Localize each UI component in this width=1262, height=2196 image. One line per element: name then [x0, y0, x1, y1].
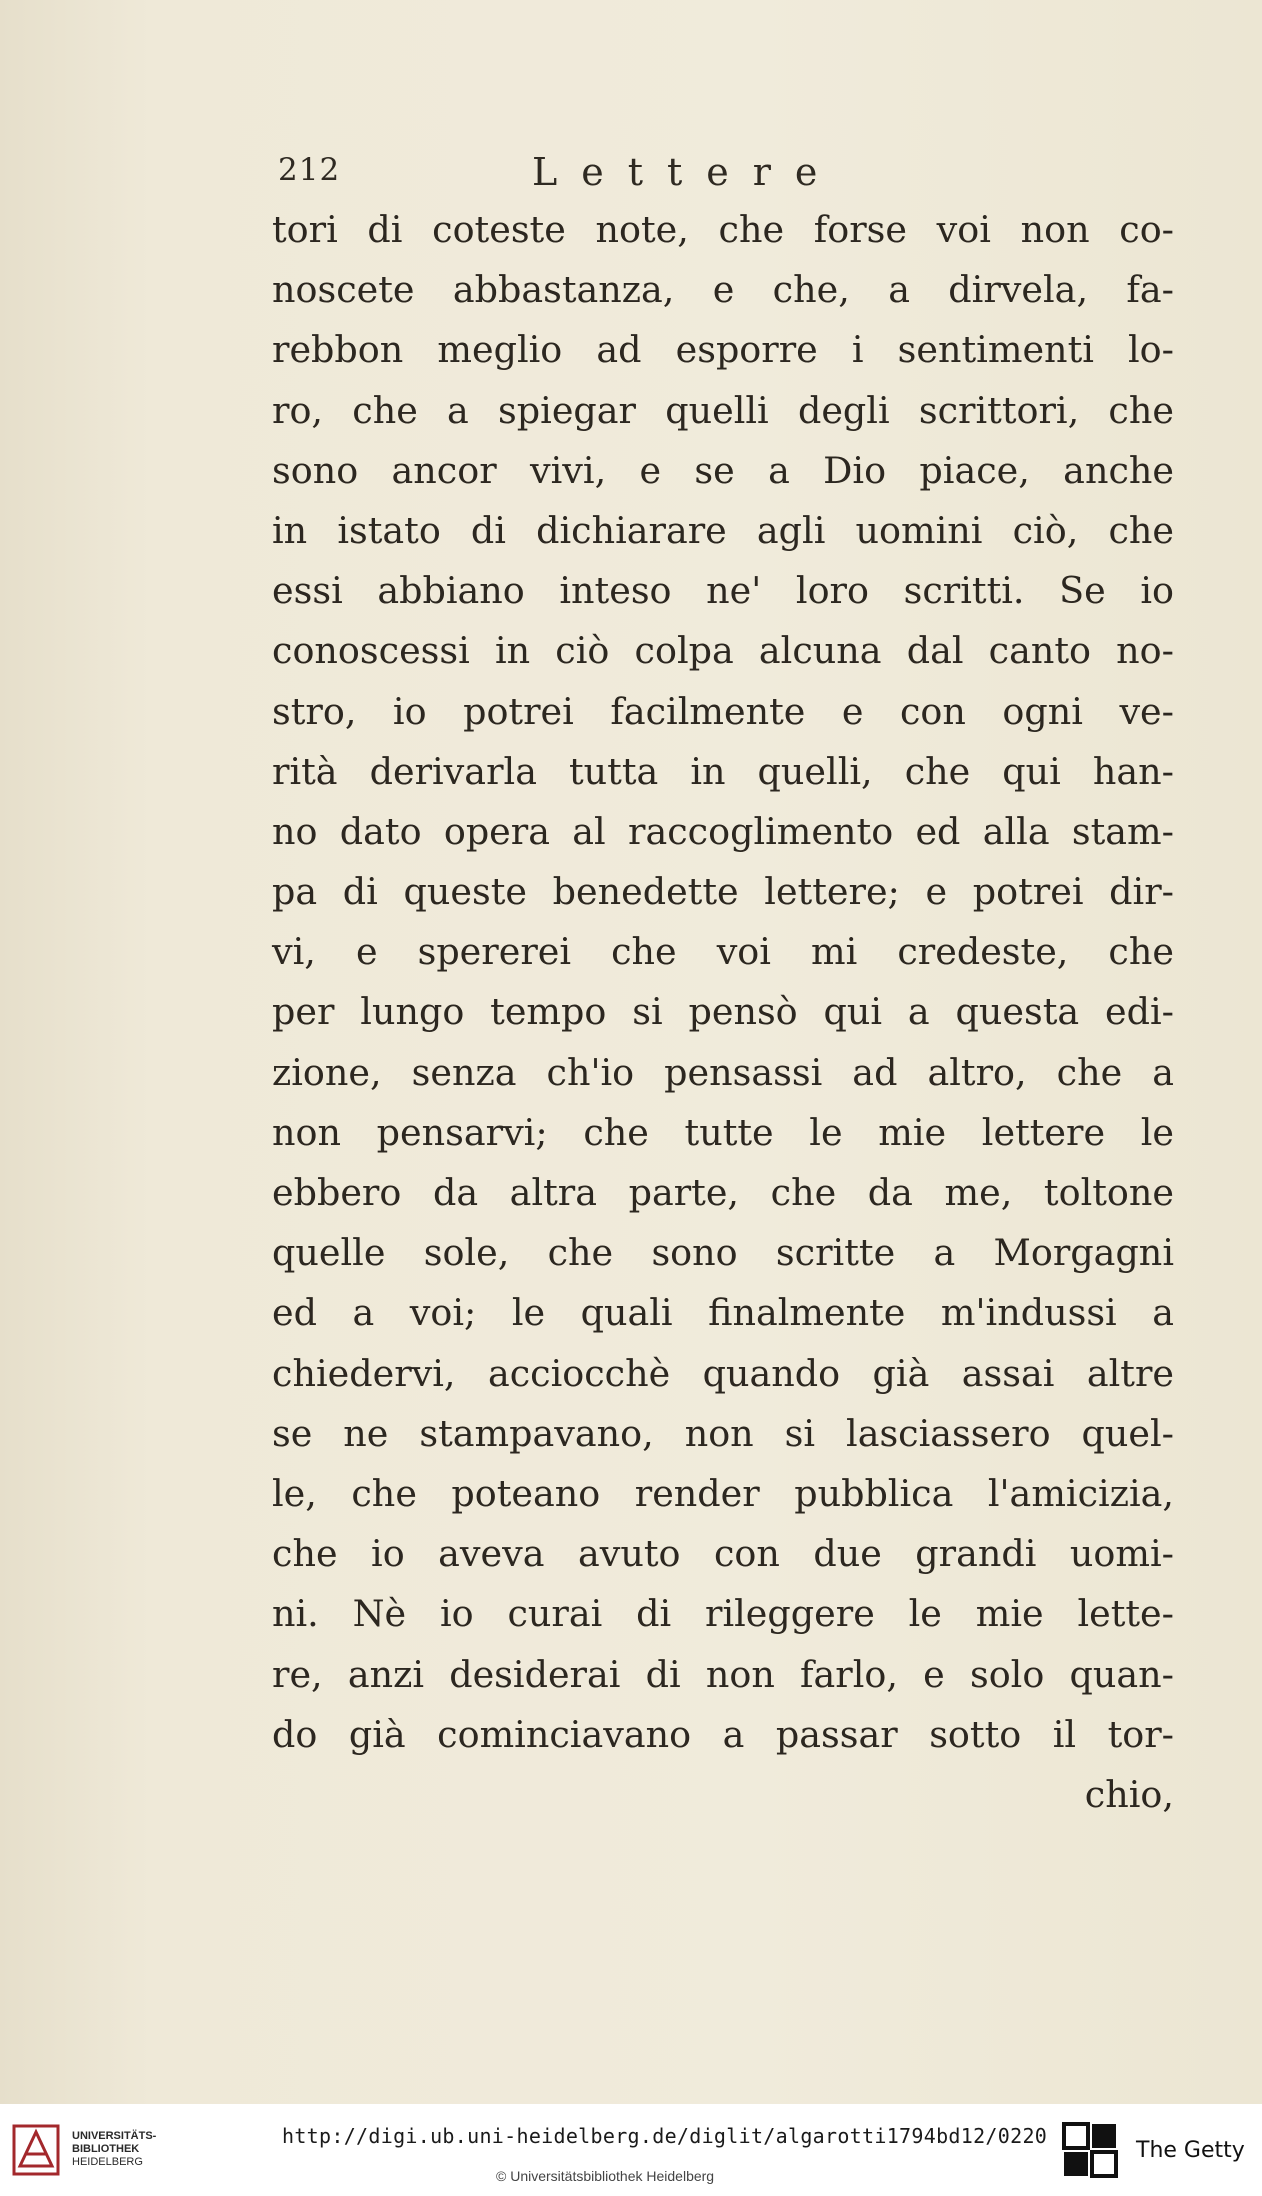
- text-line: vi, e spererei che voi mi credeste, che: [272, 930, 1174, 974]
- text-line: in istato di dichiarare agli uomini ciò, che: [272, 508, 1174, 552]
- partner-name: The Getty: [1136, 2138, 1245, 2163]
- library-name: [72, 2130, 156, 2169]
- text-line: ed a voi; le quali finalmente m'indussi a: [272, 1291, 1174, 1335]
- getty-logo-shape: [1092, 2124, 1116, 2148]
- body-text: [272, 200, 1174, 1825]
- text-line: re, anzi desiderai di non farlo, e solo quan-: [272, 1652, 1174, 1696]
- text-line: stro, io potrei facilmente e con ogni ve-: [272, 689, 1174, 733]
- text-line: sono ancor vivi, e se a Dio piace, anche: [272, 448, 1174, 492]
- text-line: pa di queste benedette lettere; e potrei dir-: [272, 870, 1174, 914]
- text-line: rebbon meglio ad esporre i sentimenti lo-: [272, 328, 1174, 372]
- text-line: chiedervi, acciocchè quando già assai altre: [272, 1351, 1174, 1395]
- library-name-line: BIBLIOTHEK: [72, 2143, 140, 2155]
- text-line: che io aveva avuto con due grandi uomi-: [272, 1532, 1174, 1576]
- library-name-line: UNIVERSITÄTS-: [72, 2130, 157, 2142]
- text-line: ro, che a spiegar quelli degli scrittori, che: [272, 388, 1174, 432]
- getty-logo-shape: [1092, 2152, 1116, 2176]
- text-line: rità derivarla tutta in quelli, che qui han-: [272, 749, 1174, 793]
- page-number: 212: [278, 152, 341, 188]
- text-line: do già cominciavano a passar sotto il tor-: [272, 1712, 1174, 1756]
- text-line: conoscessi in ciò colpa alcuna dal canto no-: [272, 629, 1174, 673]
- text-line: non pensarvi; che tutte le mie lettere le: [272, 1110, 1174, 1154]
- digitization-footer: [0, 2104, 1262, 2196]
- text-line: le, che poteano render pubblica l'amicizia,: [272, 1471, 1174, 1515]
- running-title: Lettere: [532, 150, 842, 194]
- text-line: ni. Nè io curai di rileggere le mie lette-: [272, 1592, 1174, 1636]
- text-line: ebbero da altra parte, che da me, toltone: [272, 1171, 1174, 1214]
- text-line: noscete abbastanza, e che, a dirvela, fa-: [272, 268, 1174, 312]
- library-name-line: HEIDELBERG: [72, 2156, 143, 2168]
- getty-logo-shape: [1064, 2152, 1088, 2176]
- text-line: essi abbiano inteso ne' loro scritti. Se io: [272, 569, 1174, 613]
- library-emblem-shape: [20, 2132, 52, 2166]
- text-line: no dato opera al raccoglimento ed alla stam-: [272, 809, 1174, 853]
- text-line: tori di coteste note, che forse voi non co-: [272, 208, 1174, 251]
- page-header: [272, 150, 992, 200]
- university-library-logo[interactable]: [12, 2118, 162, 2180]
- text-line: se ne stampavano, non si lasciassero quel-: [272, 1411, 1174, 1455]
- catchword: chio,: [1084, 1772, 1174, 1816]
- text-line: zione, senza ch'io pensassi ad altro, che a: [272, 1050, 1174, 1094]
- text-line: quelle sole, che sono scritte a Morgagni: [272, 1231, 1174, 1275]
- library-emblem-icon: [12, 2124, 60, 2176]
- getty-logo-icon[interactable]: [1062, 2122, 1118, 2180]
- permalink-url[interactable]: http://digi.ub.uni-heidelberg.de/diglit/algarotti1794bd12/0220: [282, 2124, 1048, 2148]
- copyright-notice: © Universitätsbibliothek Heidelberg: [496, 2168, 715, 2184]
- text-line: per lungo tempo si pensò qui a questa edi-: [272, 990, 1174, 1034]
- getty-logo-shape: [1064, 2124, 1088, 2148]
